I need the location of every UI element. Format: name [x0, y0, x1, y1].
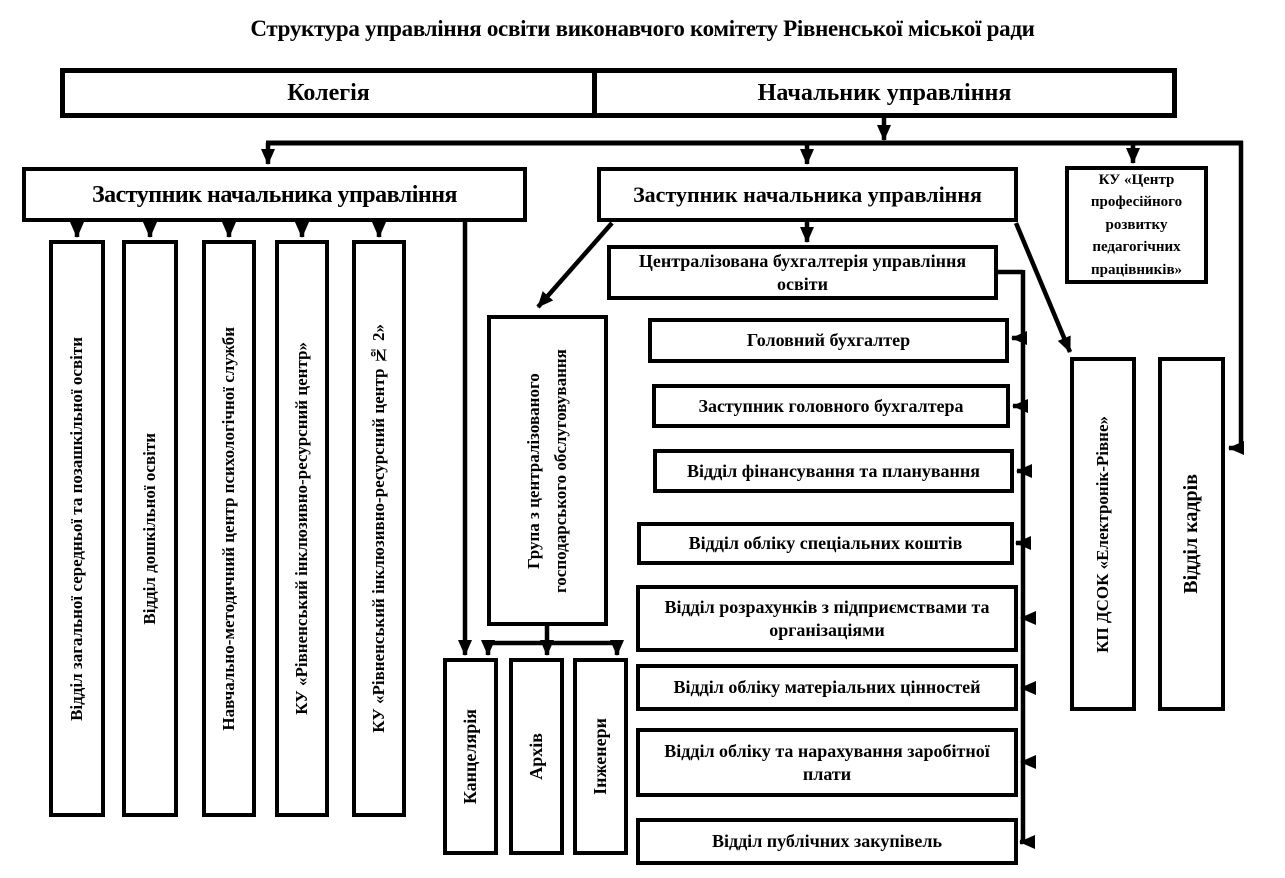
unit-label: Канцелярія [460, 708, 481, 805]
archive-box [509, 658, 564, 855]
public-procurement-dept-box: Відділ публічних закупівель [636, 818, 1018, 865]
unit-label: КУ «Рівненський інклюзивно-ресурсний центр № 2» [369, 324, 389, 733]
hr-department-box [1158, 357, 1225, 711]
unit-label: Відділ загальної середньої та позашкільної освіти [67, 336, 87, 721]
professional-development-center-box: КУ «Центр професійного розвитку педагогічних працівників» [1065, 166, 1208, 284]
unit-label: КП ДСОК «Електронік-Рівне» [1093, 415, 1113, 653]
deputy-chief-accountant-box: Заступник головного бухгалтера [652, 384, 1010, 428]
special-funds-dept-box: Відділ обліку спеціальних коштів [637, 522, 1014, 565]
centralized-accounting-box: Централізована бухгалтерія управління освіти [607, 245, 998, 300]
settlements-dept-box: Відділ розрахунків з підприємствами та організаціями [636, 585, 1018, 652]
head-of-department-box: Начальник управління [757, 80, 1012, 106]
unit-label: КУ «Рівненський інклюзивно-ресурсний центр» [292, 342, 312, 715]
material-assets-dept-box: Відділ обліку матеріальних цінностей [636, 664, 1018, 711]
unit-label: Навчально-методичний центр психологічної служби [219, 326, 239, 731]
unit-label: Архів [526, 733, 547, 780]
unit-inclusive-resource-center-box [275, 240, 329, 817]
top-bar [60, 68, 1177, 118]
electronic-rivne-enterprise-box [1070, 357, 1136, 711]
unit-preschool-education-box [122, 240, 178, 817]
engineers-box [573, 658, 628, 855]
unit-psychological-service-box [202, 240, 256, 817]
deputy-left-box: Заступник начальника управління [22, 167, 527, 222]
payroll-dept-box: Відділ обліку та нарахування заробітної плати [636, 728, 1018, 797]
chancery-box [443, 658, 498, 855]
unit-label: Відділ дошкільної освіти [140, 432, 160, 625]
economic-service-group-box [487, 315, 608, 626]
unit-label: Інженери [590, 718, 611, 795]
unit-secondary-education-box [49, 240, 105, 817]
chief-accountant-box: Головний бухгалтер [648, 318, 1009, 363]
collegium-box: Колегія [65, 73, 597, 113]
deputy-middle-box: Заступник начальника управління [597, 167, 1018, 222]
financing-planning-dept-box: Відділ фінансування та планування [653, 449, 1014, 493]
page-title: Структура управління освіти виконавчого комітету Рівненської міської ради [250, 16, 1035, 41]
unit-label: Група з централізованого господарського обслуговування [524, 348, 571, 593]
unit-label: Відділ кадрів [1180, 474, 1202, 594]
unit-inclusive-resource-center-2-box [352, 240, 406, 817]
